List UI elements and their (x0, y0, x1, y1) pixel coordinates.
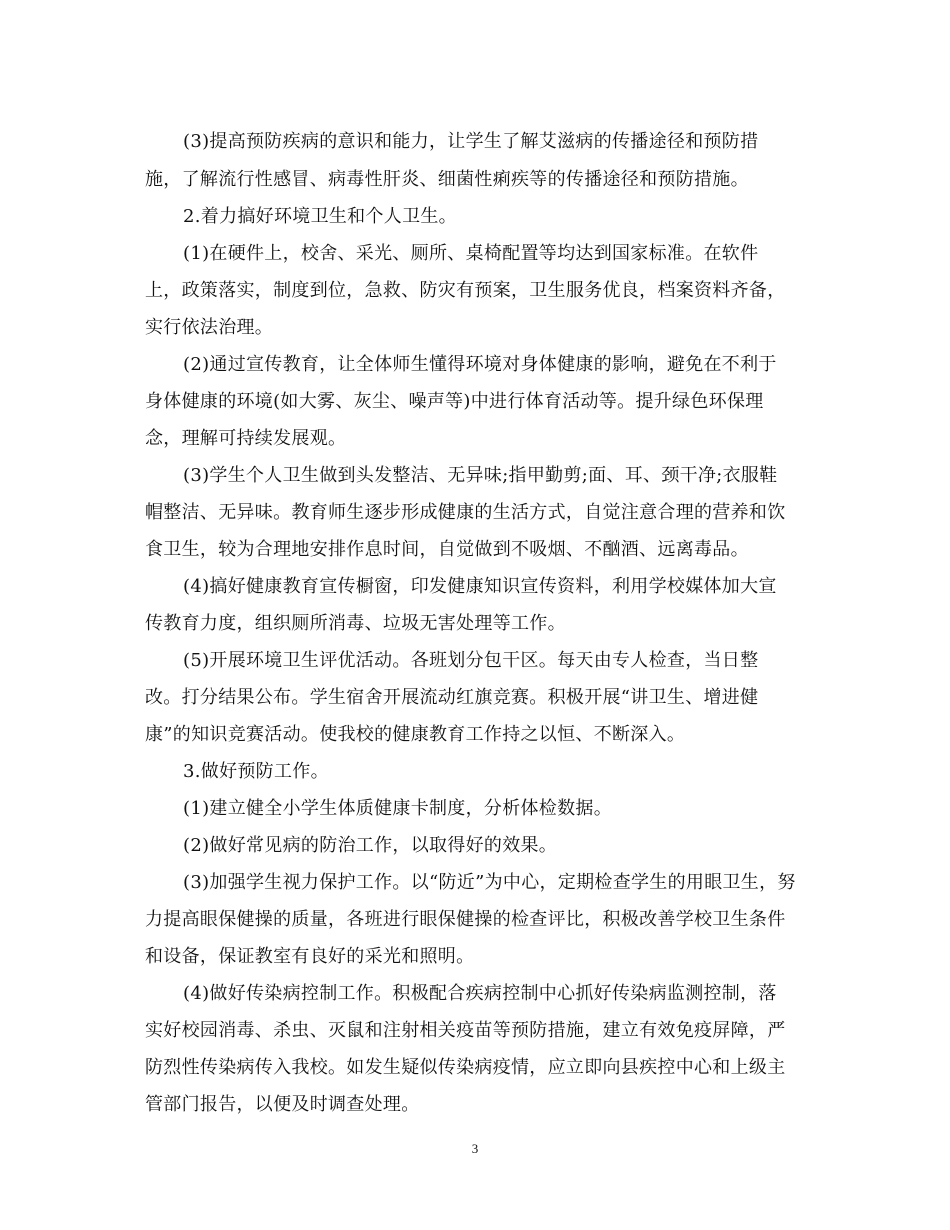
text-line: (4)搞好健康教育宣传橱窗，印发健康知识宣传资料，利用学校媒体加大宣 (183, 576, 777, 597)
text-line: 力提高眼保健操的质量，各班进行眼保健操的检查评比，积极改善学校卫生条件 (145, 909, 786, 930)
text-line: 食卫生，较为合理地安排作息时间，自觉做到不吸烟、不酗酒、远离毒品。 (145, 539, 749, 560)
text-line: 施，了解流行性感冒、病毒性肝炎、细菌性痢疾等的传播途径和预防措施。 (145, 169, 749, 190)
text-line: (3)学生个人卫生做到头发整洁、无异味;指甲勤剪;面、耳、颈干净;衣服鞋 (183, 465, 778, 486)
page-number: 3 (471, 1141, 479, 1156)
text-line: (5)开展环境卫生评优活动。各班划分包干区。每天由专人检查，当日整 (183, 650, 759, 671)
text-line: 帽整洁、无异味。教育师生逐步形成健康的生活方式，自觉注意合理的营养和饮 (145, 502, 786, 523)
text-line: (3)加强学生视力保护工作。以“防近”为中心，定期检查学生的用眼卫生，努 (183, 872, 796, 893)
text-line: 身体健康的环境(如大雾、灰尘、噪声等)中进行体育活动等。提升绿色环保理 (145, 391, 764, 412)
text-line: 康”的知识竞赛活动。使我校的健康教育工作持之以恒、不断深入。 (145, 724, 686, 745)
text-line: 实行依法治理。 (145, 317, 274, 338)
text-line: 和设备，保证教室有良好的采光和照明。 (145, 946, 475, 967)
text-line: (3)提高预防疾病的意识和能力，让学生了解艾滋病的传播途径和预防措 (183, 131, 759, 152)
text-line: 防烈性传染病传入我校。如发生疑似传染病疫情，应立即向县疾控中心和上级主 (145, 1057, 786, 1078)
text-line: 改。打分结果公布。学生宿舍开展流动红旗竞赛。积极开展“讲卫生、增进健 (145, 687, 759, 708)
text-line: 管部门报告，以便及时调查处理。 (145, 1094, 420, 1115)
text-line: (2)做好常见病的防治工作，以取得好的效果。 (183, 835, 558, 856)
section-heading: 2.着力搞好环境卫生和个人卫生。 (183, 206, 457, 227)
text-line: 上，政策落实，制度到位，急救、防灾有预案，卫生服务优良，档案资料齐备， (145, 280, 786, 301)
text-line: (4)做好传染病控制工作。积极配合疾病控制中心抓好传染病监测控制，落 (183, 983, 777, 1004)
section-heading: 3.做好预防工作。 (183, 761, 329, 782)
text-line: (2)通过宣传教育，让全体师生懂得环境对身体健康的影响，避免在不利于 (183, 354, 777, 375)
text-line: 实好校园消毒、杀虫、灭鼠和注射相关疫苗等预防措施，建立有效免疫屏障，严 (145, 1020, 786, 1041)
text-line: (1)在硬件上，校舍、采光、厕所、桌椅配置等均达到国家标准。在软件 (183, 243, 759, 264)
text-line: (1)建立健全小学生体质健康卡制度，分析体检数据。 (183, 798, 612, 819)
text-line: 念，理解可持续发展观。 (145, 428, 347, 449)
text-line: 传教育力度，组织厕所消毒、垃圾无害处理等工作。 (145, 613, 566, 634)
